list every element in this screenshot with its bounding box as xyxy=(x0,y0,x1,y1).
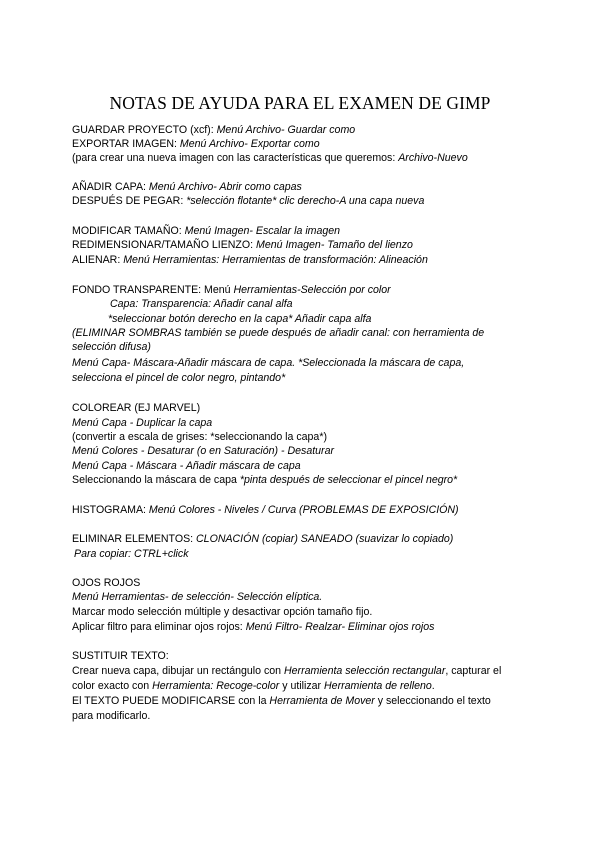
text-line: (para crear una nueva imagen con las características que queremos: Archivo-Nuevo xyxy=(72,152,468,164)
text-line: Crear nueva capa, dibujar un rectángulo con Herramienta selección rectangular, capturar el xyxy=(72,665,502,677)
text-line: ELIMINAR ELEMENTOS: CLONACIÓN (copiar) SANEADO (suavizar lo copiado) xyxy=(72,533,454,545)
text-line: Menú Capa - Duplicar la capa xyxy=(72,417,213,429)
text-line: para modificarlo. xyxy=(72,710,151,722)
text-line: selecciona el pincel de color negro, pintando* xyxy=(72,372,286,384)
text-line: (ELIMINAR SOMBRAS también se puede después de añadir canal: con herramienta de xyxy=(72,327,485,339)
text-line: *seleccionar botón derecho en la capa* Añadir capa alfa xyxy=(108,313,372,325)
text-line: Menú Capa - Máscara - Añadir máscara de capa xyxy=(72,460,301,472)
text-line: AÑADIR CAPA: Menú Archivo- Abrir como capas xyxy=(72,181,302,193)
text-line: FONDO TRANSPARENTE: Menú Herramientas-Selección por color xyxy=(72,284,391,296)
text-line: Marcar modo selección múltiple y desactivar opción tamaño fijo. xyxy=(72,606,373,618)
text-line: HISTOGRAMA: Menú Colores - Niveles / Curva (PROBLEMAS DE EXPOSICIÓN) xyxy=(72,504,459,516)
text-line: MODIFICAR TAMAÑO: Menú Imagen- Escalar la imagen xyxy=(72,225,341,237)
text-line: El TEXTO PUEDE MODIFICARSE con la Herramienta de Mover y seleccionando el texto xyxy=(72,695,491,707)
text-line: color exacto con Herramienta: Recoge-color y utilizar Herramienta de relleno. xyxy=(72,680,435,692)
text-line: Menú Herramientas- de selección- Selección elíptica. xyxy=(72,591,323,603)
text-line: OJOS ROJOS xyxy=(72,577,141,589)
page-title: NOTAS DE AYUDA PARA EL EXAMEN DE GIMP xyxy=(109,93,491,113)
text-line: ALIENAR: Menú Herramientas: Herramientas de transformación: Alineación xyxy=(72,254,428,266)
text-line: EXPORTAR IMAGEN: Menú Archivo- Exportar como xyxy=(72,138,320,150)
text-line: DESPUÉS DE PEGAR: *selección flotante* clic derecho-A una capa nueva xyxy=(72,195,425,207)
text-line: Seleccionando la máscara de capa *pinta después de seleccionar el pincel negro* xyxy=(72,474,458,486)
text-line: Aplicar filtro para eliminar ojos rojos: Menú Filtro- Realzar- Eliminar ojos rojos xyxy=(72,621,435,633)
text-line: SUSTITUIR TEXTO: xyxy=(72,650,169,662)
text-line: selección difusa) xyxy=(72,341,151,353)
text-line: (convertir a escala de grises: *seleccionando la capa*) xyxy=(72,431,327,443)
text-line: GUARDAR PROYECTO (xcf): Menú Archivo- Guardar como xyxy=(72,124,356,136)
text-line: Capa: Transparencia: Añadir canal alfa xyxy=(110,298,293,310)
text-line: Para copiar: CTRL+click xyxy=(74,548,189,560)
text-line: Menú Capa- Máscara-Añadir máscara de capa. *Seleccionada la máscara de capa, xyxy=(72,357,465,369)
text-line: COLOREAR (EJ MARVEL) xyxy=(72,402,201,414)
text-line: Menú Colores - Desaturar (o en Saturación) - Desaturar xyxy=(72,445,335,457)
text-line: REDIMENSIONAR/TAMAÑO LIENZO: Menú Imagen- Tamaño del lienzo xyxy=(72,239,413,251)
